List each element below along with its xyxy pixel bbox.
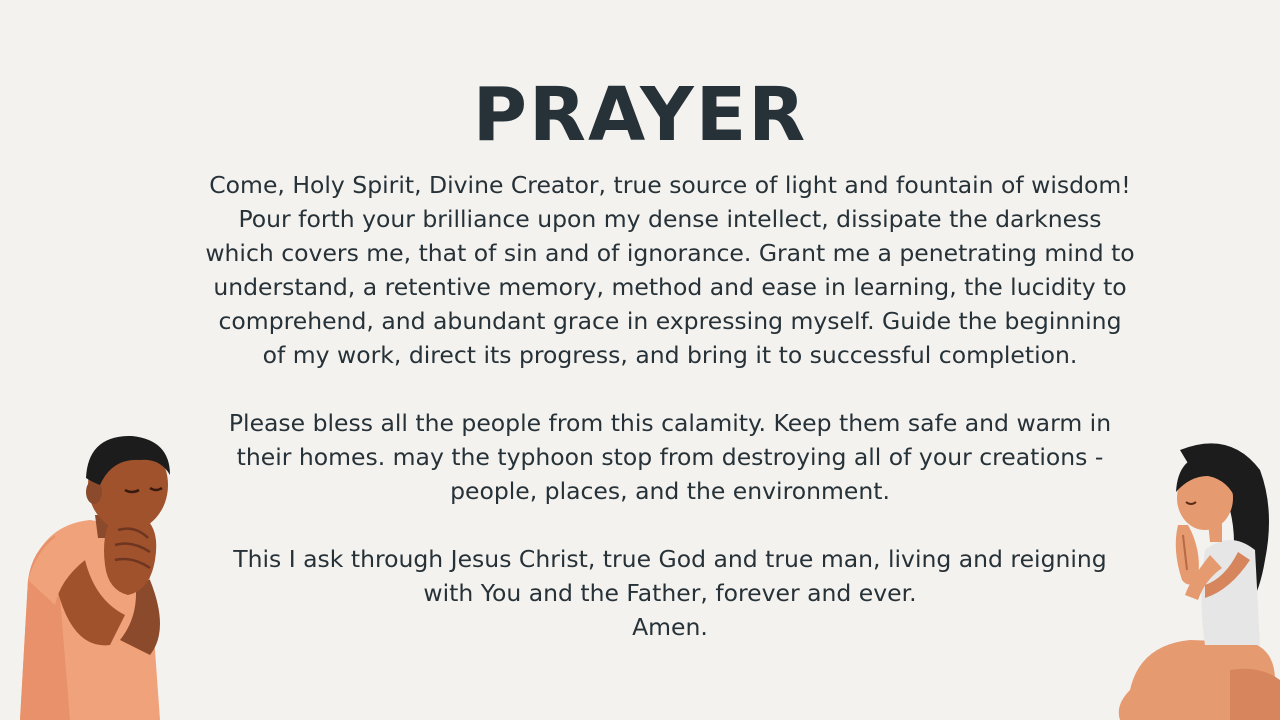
text-line: understand, a retentive memory, method and ease in learning, the lucidity to bbox=[213, 273, 1127, 301]
praying-man-icon bbox=[0, 430, 200, 720]
text-line: people, places, and the environment. bbox=[450, 477, 890, 505]
kneeling-praying-woman-icon bbox=[1110, 430, 1280, 720]
amen-line: Amen. bbox=[632, 613, 708, 641]
text-line: Please bless all the people from this calamity. Keep them safe and warm in bbox=[228, 409, 1112, 437]
text-line: comprehend, and abundant grace in expressing myself. Guide the beginning bbox=[218, 307, 1122, 335]
text-line: which covers me, that of sin and of ignorance. Grant me a penetrating mind to bbox=[205, 239, 1135, 267]
text-line: of my work, direct its progress, and bring it to successful completion. bbox=[262, 341, 1078, 369]
text-line: their homes. may the typhoon stop from destroying all of your creations - bbox=[236, 443, 1104, 471]
paragraph-blessing bbox=[160, 406, 1180, 508]
text-line: This I ask through Jesus Christ, true God and true man, living and reigning bbox=[233, 545, 1107, 573]
paragraph-closing bbox=[160, 542, 1180, 644]
text-line: Pour forth your brilliance upon my dense intellect, dissipate the darkness bbox=[238, 205, 1102, 233]
paragraph-opening bbox=[160, 168, 1180, 372]
text-line: Come, Holy Spirit, Divine Creator, true source of light and fountain of wisdom! bbox=[209, 171, 1131, 199]
prayer-text bbox=[160, 168, 1180, 644]
page-title: PRAYER bbox=[472, 72, 808, 158]
text-line: with You and the Father, forever and ever. bbox=[423, 579, 917, 607]
